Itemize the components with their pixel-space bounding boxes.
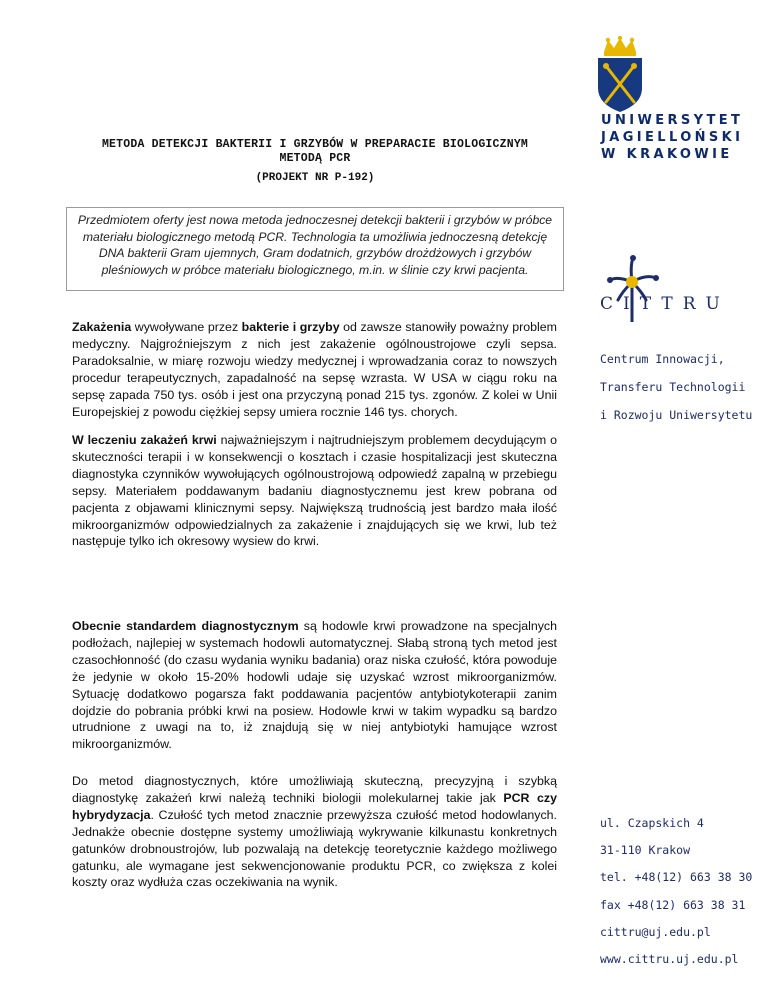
website-link[interactable]: www.cittru.uj.edu.pl (600, 952, 739, 966)
address-street: ul. Czapskich 4 (600, 816, 704, 830)
emphasis-text: Zakażenia (72, 320, 132, 334)
body-text: wywoływane przez (131, 320, 242, 334)
body-text: od zawsze stanowiły poważny problem medyczny. Najgroźniejszym z nich jest zakażenie ogólnoustrojowe czyli sepsa. Paradoksalnie, w miarę rozwoju wiedzy medycznej i wprowadzania coraz to nowszych procedur terapeutycznych, zapadalność na sepsę wzrasta. W USA w ciągu roku na sepsę zapada 750 tys. osób i jest ona przyczyną ponad 215 tys. zgonów. Z kolei w Unii Europejskiej z powodu ciężkiej sepsy umiera rocznie 146 tys. chorych. (72, 320, 557, 419)
paragraph-standard (72, 618, 557, 753)
cittru-line-2: Transferu Technologii (600, 380, 746, 394)
abstract-box: Przedmiotem oferty jest nowa metoda jednoczesnej detekcji bakterii i grzybów w próbce materiału biologicznego metodą PCR. Technologia ta umożliwia jednoczesną detekcję DNA bakterii Gram ujemnych, Gram dodatnich, grzybów drożdżowych i grzybów pleśniowych w próbce materiału biologicznego, m.in. w ślinie czy krwi pacjenta. (66, 207, 564, 291)
cittru-line-3: i Rozwoju Uniwersytetu (600, 408, 753, 422)
paragraph-molecular (72, 773, 557, 891)
paragraph-sepsis (72, 319, 557, 420)
cittru-wordmark: CITTRU (600, 294, 730, 314)
cittru-line-1: Centrum Innowacji, (600, 352, 725, 366)
uj-line-2: JAGIELLOŃSKI (601, 130, 744, 145)
body-text: . Czułość tych metod znacznie przewyższa czułość metod hodowlanych. Jednakże obecnie dostępne systemy umożliwiają wykrywanie kilkunastu konkretnych gatunków drobnoustrojów, lub pozwalają na detekcję teoretycznie każdego możliwego gatunku, ale wymagane jest sekwencjonowanie produktu PCR, co zwiększa z kolei koszty oraz wydłuża czas oczekiwania na wynik. (72, 807, 557, 890)
project-number: (PROJEKT NR P-192) (255, 172, 375, 184)
emphasis-text: PCR czy hybrydyzacja (72, 790, 557, 822)
emphasis-text: W leczeniu zakażeń krwi (72, 433, 217, 447)
phone: tel. +48(12) 663 38 30 (600, 870, 753, 884)
body-text: Do metod diagnostycznych, które umożliwiają skuteczną, precyzyjną i szybką diagnostykę zakażeń krwi należą techniki biologii molekularnej takie jak (72, 774, 557, 805)
emphasis-text: bakterie i grzyby (241, 320, 340, 334)
document-title: METODA DETEKCJI BAKTERII I GRZYBÓW W PREPARACIE BIOLOGICZNYM METODĄ PCR (101, 138, 529, 165)
body-text: najważniejszym i najtrudniejszym problemem decydującym o skuteczności terapii i w konsekwencji o kosztach i czasie hospitalizacji jest skuteczna diagnostyka czynników wywołujących ogólnoustrojową odpowiedź zapalną w przebiegu sepsy. Materiałem poddawanym badaniu diagnostycznemu jest krew pobrana od pacjenta z objawami klinicznymi sepsy. Największą trudnością jest bardzo mała ilość mikroorganizmów odpowiedzialnych za zakażenie i znajdujących się we krwi, lub też następuje tylko ich okresowy wysiew do krwi. (72, 433, 558, 549)
uj-name (601, 112, 743, 163)
emphasis-text: Obecnie standardem diagnostycznym (72, 619, 299, 633)
body-text: są hodowle krwi prowadzone na specjalnych podłożach, najlepiej w systemach hodowli automatycznej. Słabą stroną tych metod jest czasochłonność (do czasu wydania wyniku badania) oraz niska czułość, która powoduje że jedynie w około 15-20% hodowli udaje się uzyskać wzrost mikroorganizmów. Sytuację dodatkowo pogarsza fakt poddawania pacjentów antybiotykoterapii zanim dojdzie do pobrania próbki krwi na posiew. Hodowle krwi w takim wypadku są bardzo utrudnione z uwagi na to, iż znajdują się w niej antybiotyki hamujące wzrost mikroorganizmów. (72, 619, 558, 752)
uj-line-1: UNIWERSYTET (601, 113, 744, 128)
fax: fax +48(12) 663 38 31 (600, 898, 746, 912)
crown-icon (604, 36, 636, 56)
paragraph-treatment (72, 432, 557, 550)
address-city: 31-110 Krakow (600, 843, 691, 857)
uj-line-3: W KRAKOWIE (601, 147, 733, 162)
email-link[interactable]: cittru@uj.edu.pl (600, 925, 711, 939)
